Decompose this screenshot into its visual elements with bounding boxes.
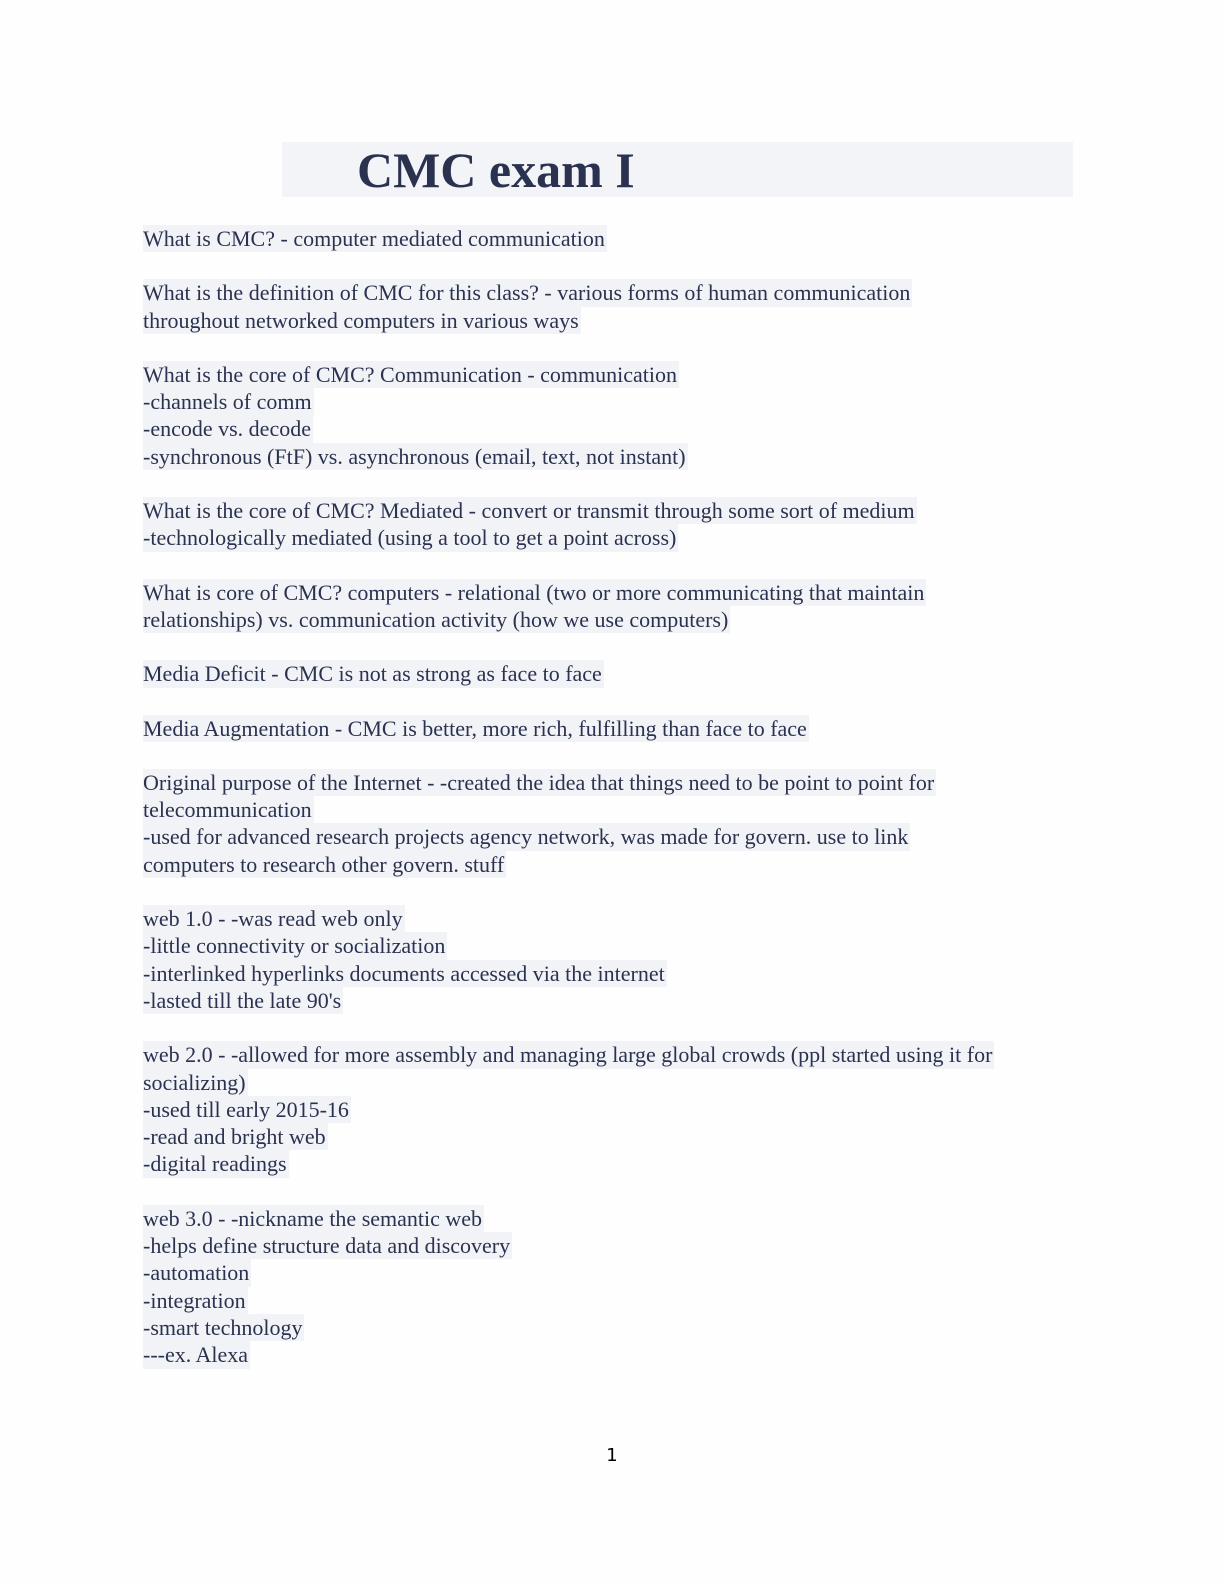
flashcard-detail-line: relationships) vs. communication activity (how we use computers) (143, 606, 729, 632)
flashcard-term-line: web 1.0 - -was read web only (143, 906, 403, 932)
flashcard-detail-line: -read and bright web (143, 1124, 326, 1150)
flashcard-detail-line: -lasted till the late 90's (143, 987, 342, 1013)
flashcard-detail-line: -interlinked hyperlinks documents accessed via the internet (143, 960, 665, 986)
flashcard-list (143, 225, 1103, 1396)
flashcard-detail-line: -smart technology (143, 1314, 303, 1340)
flashcard-detail-line: -used till early 2015-16 (143, 1096, 349, 1122)
flashcard-entry (143, 769, 1103, 878)
flashcard-entry (143, 905, 1103, 1014)
flashcard-entry (143, 1205, 1103, 1369)
flashcard-detail-line: throughout networked computers in various ways (143, 307, 579, 333)
flashcard-detail-line: -digital readings (143, 1151, 287, 1177)
flashcard-entry (143, 660, 1103, 687)
flashcard-entry (143, 715, 1103, 742)
flashcard-entry (143, 225, 1103, 252)
flashcard-entry (143, 361, 1103, 470)
flashcard-detail-line: -helps define structure data and discovery (143, 1233, 511, 1259)
flashcard-term-line: Media Augmentation - CMC is better, more rich, fulfilling than face to face (143, 715, 807, 741)
flashcard-entry (143, 579, 1103, 634)
flashcard-detail-line: ---ex. Alexa (143, 1342, 249, 1368)
flashcard-detail-line: -integration (143, 1287, 246, 1313)
flashcard-term-line: What is CMC? - computer mediated communication (143, 226, 605, 251)
flashcard-detail-line: telecommunication (143, 797, 312, 823)
flashcard-term-line: What is the definition of CMC for this class? - various forms of human communication (143, 280, 911, 306)
flashcard-term-line: web 3.0 - -nickname the semantic web (143, 1205, 483, 1231)
flashcard-detail-line: -little connectivity or socialization (143, 933, 446, 959)
flashcard-term-line: What is the core of CMC? Communication - communication (143, 361, 677, 387)
flashcard-entry (143, 279, 1103, 334)
flashcard-term-line: web 2.0 - -allowed for more assembly and managing large global crowds (ppl started using it for (143, 1042, 993, 1068)
flashcard-detail-line: socializing) (143, 1069, 246, 1095)
flashcard-term-line: Media Deficit - CMC is not as strong as face to face (143, 661, 602, 687)
flashcard-detail-line: -synchronous (FtF) vs. asynchronous (email, text, not instant) (143, 443, 686, 469)
flashcard-entry (143, 497, 1103, 552)
flashcard-detail-line: computers to research other govern. stuff (143, 851, 505, 877)
flashcard-detail-line: -technologically mediated (using a tool to get a point across) (143, 525, 677, 551)
flashcard-detail-line: -automation (143, 1260, 250, 1286)
flashcard-detail-line: -channels of comm (143, 389, 312, 415)
flashcard-entry (143, 1041, 1103, 1177)
flashcard-detail-line: -used for advanced research projects agency network, was made for govern. use to link (143, 824, 909, 850)
flashcard-term-line: What is the core of CMC? Mediated - convert or transmit through some sort of medium (143, 498, 915, 524)
page-number: 1 (606, 1445, 618, 1466)
page-title: CMC exam I (357, 142, 635, 198)
flashcard-detail-line: -encode vs. decode (143, 416, 311, 442)
flashcard-term-line: Original purpose of the Internet - -created the idea that things need to be point to point for (143, 769, 935, 795)
flashcard-term-line: What is core of CMC? computers - relational (two or more communicating that maintain (143, 579, 925, 605)
